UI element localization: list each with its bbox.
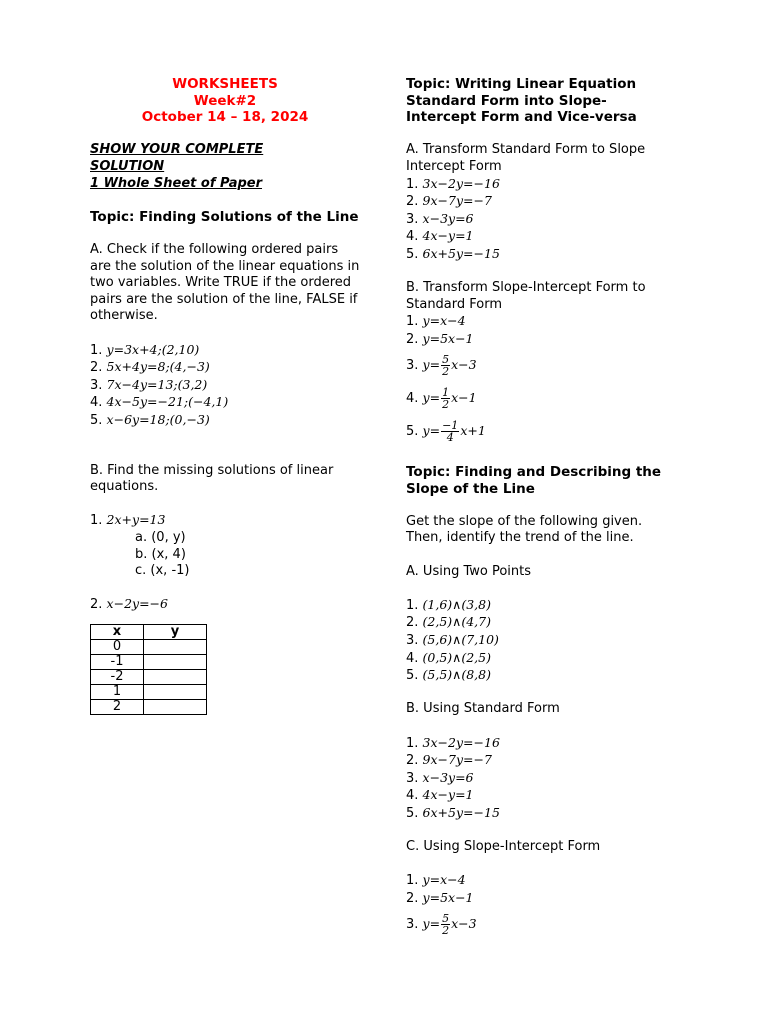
list-item: 2. y=5x−1 [406, 330, 474, 347]
topic-slope-of-line: Topic: Finding and Describing the Slope of the Line [406, 464, 662, 497]
part-a-instructions: A. Check if the following ordered pairs are the solution of the linear equations in two variables. Write TRUE if the ordered pairs are the solution of the line, FALSE if otherwise. [90, 241, 360, 324]
header-title: WORKSHEETS [172, 76, 278, 92]
list-item: 4. y= $\frac{1}{2}$ x−1 [406, 385, 477, 411]
table-row: 0 [91, 640, 207, 655]
fraction: $\frac{5}{2}$ [442, 911, 450, 937]
list-item: 1. y=x−4 [406, 313, 466, 330]
table-row: -1 [91, 655, 207, 670]
section-a-title: A. Transform Standard Form to Slope Intercept Form [406, 142, 646, 174]
list-item: 3. 7x−4y=13;(3,2) [90, 376, 208, 393]
slope-a-title: A. Using Two Points [406, 563, 532, 579]
section-b-title: B. Transform Slope-Intercept Form to Standard Form [406, 280, 646, 312]
list-item: 4. 4x−y=1 [406, 228, 474, 245]
list-item: 2. x−2y=−6 [90, 596, 168, 613]
fraction: $\frac{1}{2}$ [442, 385, 450, 411]
list-item: 4. 4x−y=1 [406, 787, 474, 804]
sub-item: a. (0, y) [135, 530, 186, 546]
part-a-list [90, 342, 360, 430]
instruction-line-1: SHOW YOUR COMPLETE [90, 142, 264, 158]
header-date: October 14 – 18, 2024 [141, 109, 309, 126]
list-item: 3. x−3y=6 [406, 210, 474, 227]
table-row: -2 [91, 670, 207, 685]
instruction-line-3: 1 Whole Sheet of Paper [90, 175, 263, 191]
fraction: $\frac{-1}{4}$ [442, 418, 459, 444]
table-row: 1 [91, 685, 207, 700]
table-row: 2 [91, 700, 207, 715]
sub-item: b. (x, 4) [135, 546, 186, 562]
right-column [406, 76, 676, 941]
list-item: 1. y=x−4 [406, 872, 466, 889]
header-week: Week#2 [193, 92, 257, 109]
list-item: 1. y=3x+4;(2,10) [90, 341, 200, 358]
topic-writing-linear-equation: Topic: Writing Linear Equation Standard Form into Slope-Intercept Form and Vice-versa [406, 76, 637, 126]
list-item: 3. x−3y=6 [406, 769, 474, 786]
list-item: 5. 6x+5y=−15 [406, 804, 500, 821]
list-item: 3. y= $\frac{5}{2}$ x−3 [406, 911, 477, 937]
table-header-x: x [91, 625, 144, 640]
table-header-y: y [144, 625, 207, 640]
list-item: 2. 9x−7y=−7 [406, 752, 492, 769]
list-item: 5. x−6y=18;(0,−3) [90, 411, 210, 428]
part-b-instructions: B. Find the missing solutions of linear equations. [90, 462, 334, 495]
sub-item: c. (x, -1) [135, 563, 190, 579]
list-item: 2. 5x+4y=8;(4,−3) [90, 359, 210, 376]
list-item: 1. 3x−2y=−16 [406, 175, 500, 192]
slope-instructions: Get the slope of the following given. Then, identify the trend of the line. [406, 513, 643, 546]
list-item: 5. y= $\frac{-1}{4}$ x+1 [406, 418, 486, 444]
slope-b-title: B. Using Standard Form [406, 701, 560, 717]
list-item: 3. y= $\frac{5}{2}$ x−3 [406, 352, 477, 378]
list-item: 2. 9x−7y=−7 [406, 193, 492, 210]
fraction: $\frac{5}{2}$ [442, 352, 450, 378]
list-item: 5. (5,5)∧(8,8) [406, 667, 491, 684]
list-item: 2. y=5x−1 [406, 889, 474, 906]
worksheet-header [90, 76, 360, 126]
list-item: 3. (5,6)∧(7,10) [406, 632, 499, 649]
list-item: 4. (0,5)∧(2,5) [406, 649, 491, 666]
topic-finding-solutions: Topic: Finding Solutions of the Line [90, 208, 359, 225]
left-column [90, 76, 360, 715]
list-item: 1. 3x−2y=−16 [406, 734, 500, 751]
instruction-line-2: SOLUTION [90, 158, 165, 174]
list-item: 2. (2,5)∧(4,7) [406, 614, 491, 631]
list-item: 1. 2x+y=13 [90, 512, 166, 529]
list-item: 5. 6x+5y=−15 [406, 245, 500, 262]
xy-table [90, 624, 207, 715]
slope-c-title: C. Using Slope-Intercept Form [406, 839, 601, 855]
list-item: 1. (1,6)∧(3,8) [406, 596, 491, 613]
list-item: 4. 4x−5y=−21;(−4,1) [90, 394, 229, 411]
